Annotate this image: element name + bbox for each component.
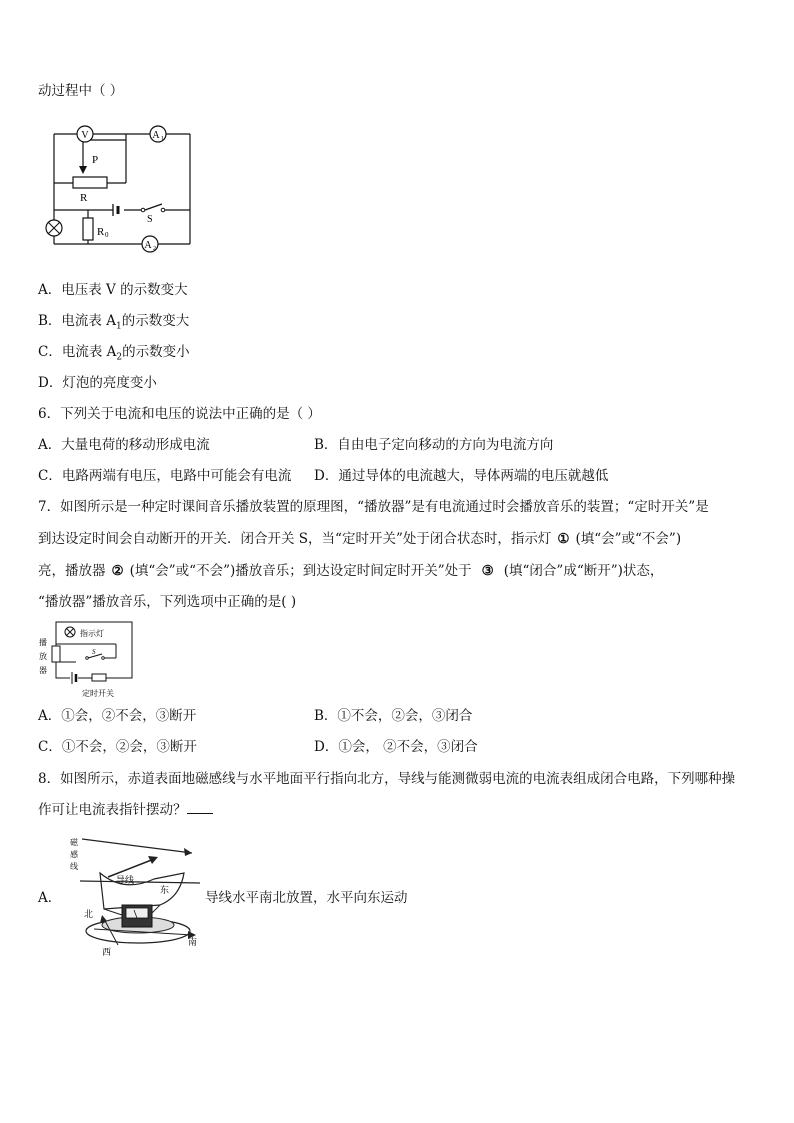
q7-stem-line1: 7．如图所示是一种定时课间音乐播放装置的原理图，“播放器”是有电流通过时会播放音乐的装置；“定时开关”是 (38, 499, 709, 515)
south-label: 南 (188, 937, 198, 947)
rheostat-label: R (80, 192, 88, 204)
timer-label: 定时开关 (82, 689, 114, 698)
lamp-label: 指示灯 (80, 629, 104, 638)
q5-option-b: B．电流表 $A_1$的示数变大 (38, 313, 190, 332)
ammeter-a1-sub: 1 (161, 136, 164, 142)
q5-option-d: D．灯泡的亮度变小 (38, 375, 157, 391)
q8-stem-line1: 8．如图所示，赤道表面地磁感线与水平地面平行指向北方，导线与能测微弱电流的电流表组成闭合电路，下列哪种操 (38, 771, 736, 787)
battery-icon (113, 204, 118, 216)
player-label-2: 放 (39, 652, 47, 661)
magnetic-field-figure (64, 833, 204, 959)
slider-label: P (92, 154, 99, 166)
circuit-diagram-q5 (40, 118, 200, 260)
blank-1: ① (557, 531, 570, 547)
galvanometer-icon (122, 905, 152, 927)
resistor-r0 (83, 218, 93, 240)
q7-stem-line3: 亮，播放器 ② (填“会”或“不会”)播放音乐；到达设定时间定时开关”处于 ③ (填“闭合”成“断开”)状态， (38, 563, 664, 579)
east-label: 东 (160, 885, 170, 895)
q7-option-b: B．①不会，②会，③闭合 (314, 708, 473, 724)
blank-3: ③ (481, 563, 494, 579)
field-label-2: 感 (70, 850, 78, 859)
q7-option-d: D．①会， ②不会，③闭合 (314, 739, 478, 755)
question-5-stem-tail: 动过程中（ ） (38, 83, 124, 99)
north-label: 北 (84, 909, 94, 919)
q5-option-c: C．电流表 $A_2$的示数变小 (38, 344, 190, 363)
ammeter-a2-sub: 2 (153, 246, 156, 252)
player-label-1: 播 (39, 638, 47, 647)
switch-label: S (147, 214, 153, 225)
voltmeter-label: V (81, 130, 89, 141)
q8-stem-line2: 作可让电流表指针摆动？ (38, 801, 213, 819)
blank-2: ② (111, 563, 124, 579)
q7-stem-line2: 到达设定时间会自动断开的开关．闭合开关 S，当“定时开关”处于闭合状态时，指示灯 ① (填“会”或“不会”) (38, 531, 682, 547)
switch-label: S (92, 648, 96, 656)
wire-label: 导线 (116, 875, 135, 885)
lamp-icon (46, 220, 62, 236)
indicator-lamp-icon (65, 627, 75, 637)
q8-option-a-text: 导线水平南北放置，水平向东运动 (205, 890, 408, 906)
q6-option-d: D．通过导体的电流越大，导体两端的电压就越低 (314, 468, 609, 484)
rheostat (73, 177, 107, 188)
q7-option-a: A．①会，②不会，③断开 (38, 708, 197, 724)
ammeter-a2-label: A (144, 240, 152, 251)
timer-switch-box (92, 674, 106, 681)
circuit-diagram-q7 (36, 618, 136, 702)
q6-option-b: B．自由电子定向移动的方向为电流方向 (314, 437, 554, 453)
resistor-sub: 0 (105, 231, 109, 239)
west-label: 西 (102, 947, 112, 957)
q6-option-a: A．大量电荷的移动形成电流 (38, 437, 210, 453)
ammeter-a1-label: A (152, 130, 160, 141)
slider-arrow-icon (79, 140, 87, 174)
q7-option-c: C．①不会，②会，③断开 (38, 739, 197, 755)
answer-blank (187, 801, 213, 814)
player-box (52, 646, 60, 662)
resistor-label: R (97, 226, 105, 238)
q8-option-a-letter: A． (38, 890, 62, 906)
switch-icon (141, 208, 145, 212)
q7-stem-line4: “播放器”播放音乐，下列选项中正确的是( ) (38, 594, 297, 610)
player-label-3: 器 (39, 666, 47, 675)
q6-option-c: C．电路两端有电压，电路中可能会有电流 (38, 468, 292, 484)
field-label-1: 磁 (70, 838, 78, 847)
field-label-3: 线 (70, 862, 78, 871)
q5-option-a: A．电压表 V 的示数变大 (38, 282, 188, 298)
q6-stem: 6．下列关于电流和电压的说法中正确的是（ ） (38, 406, 321, 422)
